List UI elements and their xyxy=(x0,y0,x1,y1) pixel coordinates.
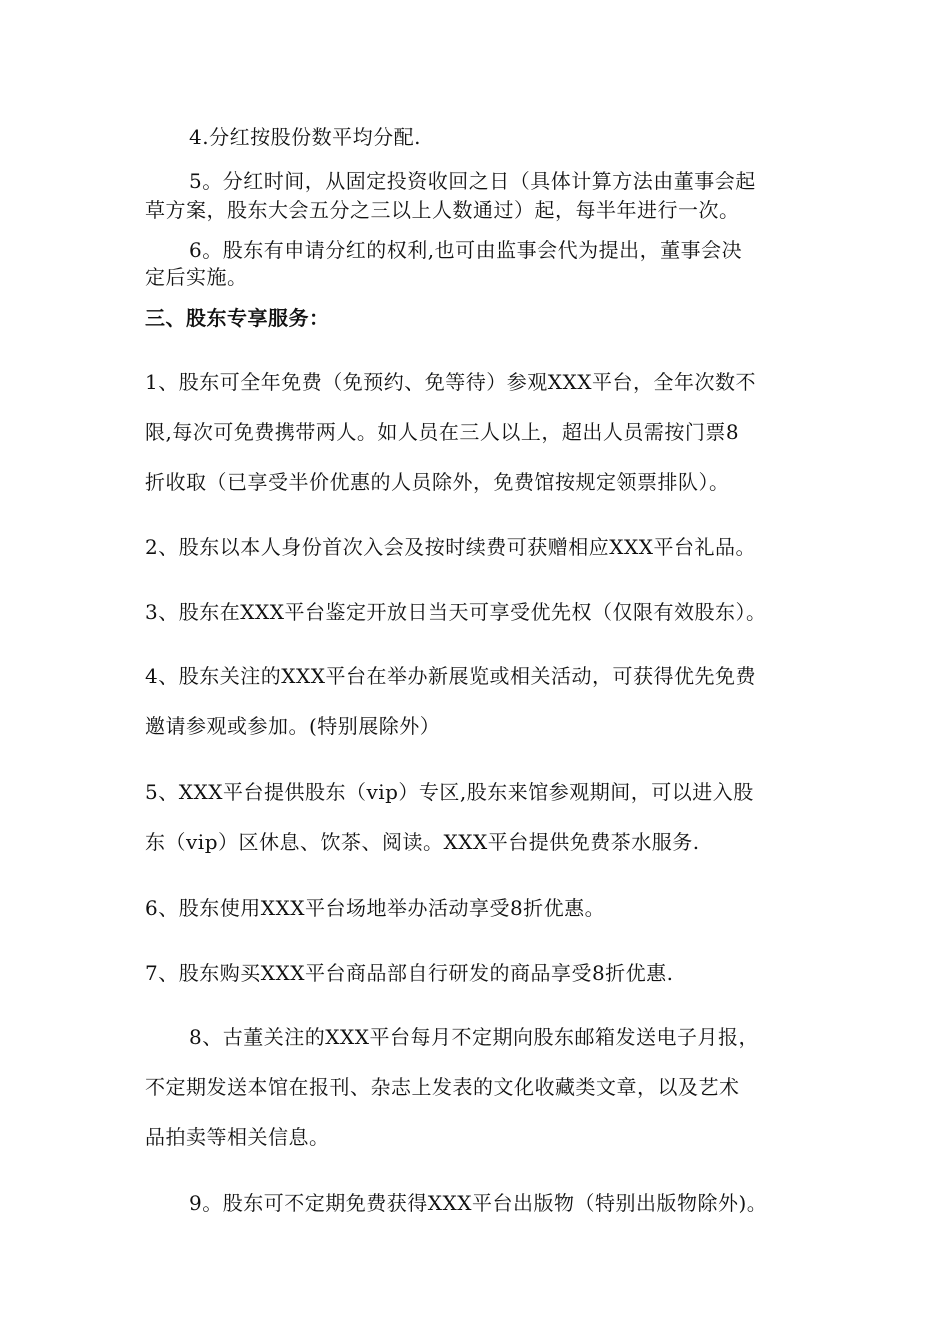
service-item-8-line-2: 不定期发送本馆在报刊、杂志上发表的文化收藏类文章，以及艺术 xyxy=(145,1075,740,1099)
service-item-1-line-2: 限,每次可免费携带两人。如人员在三人以上，超出人员需按门票8 xyxy=(145,420,740,444)
service-item-1-line-3: 折收取（已享受半价优惠的人员除外，免费馆按规定领票排队）。 xyxy=(145,470,730,494)
section-heading: 三、股东专享服务： xyxy=(145,306,330,330)
service-item-5-line-2: 东（vip）区休息、饮茶、阅读。XXX平台提供免费茶水服务. xyxy=(145,830,700,854)
service-item-8-line-1: 8、古董关注的XXX平台每月不定期向股东邮箱发送电子月报， xyxy=(189,1025,759,1049)
service-item-5-line-1: 5、XXX平台提供股东（vip）专区,股东来馆参观期间，可以进入股 xyxy=(145,780,754,804)
dividend-item-5-line-1: 5。分红时间，从固定投资收回之日（具体计算方法由董事会起 xyxy=(189,169,756,193)
dividend-item-6-line-2: 定后实施。 xyxy=(145,265,248,289)
service-item-6-line-1: 6、股东使用XXX平台场地举办活动享受8折优惠。 xyxy=(145,896,606,920)
dividend-item-5-line-2: 草方案，股东大会五分之三以上人数通过）起，每半年进行一次。 xyxy=(145,198,740,222)
service-item-2-line-1: 2、股东以本人身份首次入会及按时续费可获赠相应XXX平台礼品。 xyxy=(145,535,756,559)
service-item-9-line-1: 9。股东可不定期免费获得XXX平台出版物（特别出版物除外)。 xyxy=(189,1191,768,1215)
service-item-4-line-2: 邀请参观或参加。(特别展除外） xyxy=(145,714,441,738)
dividend-item-6-line-1: 6。股东有申请分红的权利,也可由监事会代为提出，董事会决 xyxy=(189,238,743,262)
service-item-1-line-1: 1、股东可全年免费（免预约、免等待）参观XXX平台，全年次数不 xyxy=(145,370,756,394)
service-item-8-line-3: 品拍卖等相关信息。 xyxy=(145,1125,330,1149)
service-item-7-line-1: 7、股东购买XXX平台商品部自行研发的商品享受8折优惠. xyxy=(145,961,674,985)
service-item-4-line-1: 4、股东关注的XXX平台在举办新展览或相关活动，可获得优先免费 xyxy=(145,664,756,688)
dividend-item-4-line-1: 4.分红按股份数平均分配. xyxy=(189,125,421,149)
service-item-3-line-1: 3、股东在XXX平台鉴定开放日当天可享受优先权（仅限有效股东）。 xyxy=(145,600,767,624)
